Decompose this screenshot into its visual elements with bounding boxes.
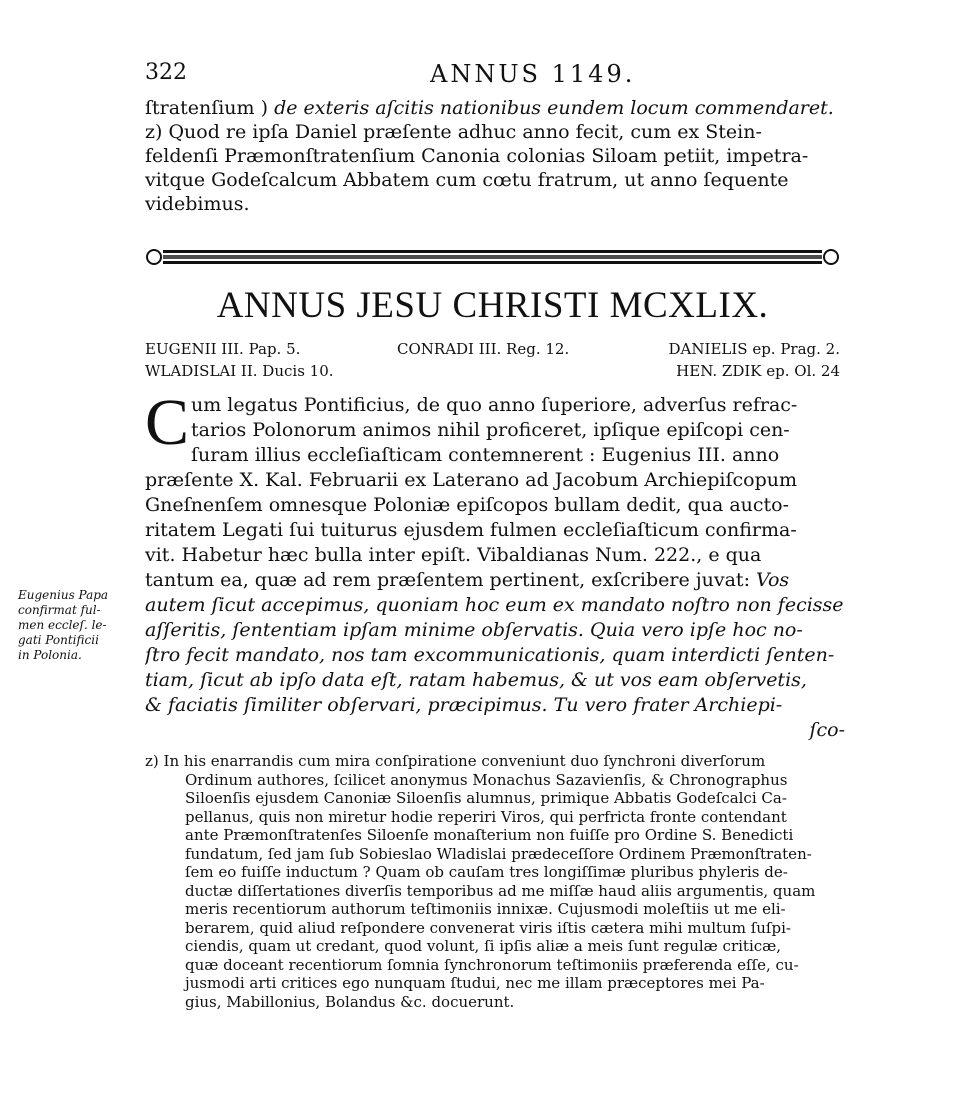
continued-text: [145, 96, 840, 216]
text-italic: & faciatis ſimiliter obſervari, præcipimus.: [145, 694, 548, 716]
running-head: [145, 60, 840, 92]
marginal-line: men eccleſ. le-: [18, 618, 107, 632]
footnote-line: meris recentiorum authorum teſtimoniis innixæ. Cujusmodi moleſtiis ut me eli-: [185, 900, 786, 918]
text-line: præſente X. Kal. Februarii ex Laterano ad Jacobum Archiepiſcopum: [145, 469, 798, 491]
text-line: tiam, ſicut ab ipſo data eſt, ratam habemus, & ut vos eam obſervetis,: [145, 669, 807, 691]
marginal-line: confirmat ful-: [18, 603, 101, 617]
footnote-line: quæ doceant recentiorum ſomnia ſynchronorum teſtimoniis præferenda eſſe, cu-: [185, 955, 799, 974]
footnote-line: ſem eo fuiſſe inductum ? Quam ob cauſam tres longiſſimæ pluribus phyleris de-: [185, 863, 788, 881]
regnal-wladislaus: WLADISLAI II. Ducis 10.: [145, 362, 334, 380]
year-heading: ANNUS JESU CHRISTI MCXLIX.: [216, 285, 769, 326]
marginal-note: [18, 588, 146, 663]
text-line: vitque Godeſcalcum Abbatem cum cœtu fratrum, ut anno ſequente: [145, 169, 789, 191]
marginal-line: gati Pontificii: [18, 633, 99, 647]
drop-cap-letter: C: [145, 386, 190, 459]
text-line: autem ſicut accepimus, quoniam hoc eum ex mandato noſtro non fecisse: [145, 594, 844, 616]
footnote-line: jusmodi arti critices ego nunquam ſtudui, nec me illam præceptores mei Pa-: [185, 974, 765, 992]
text-line: vit. Habetur hæc bulla inter epiſt. Vibaldianas Num. 222., e qua: [145, 544, 762, 566]
drop-cap: [145, 386, 190, 459]
footnote-line: ante Præmonſtratenſes Siloenſe monaſterium non fuiſſe pro Ordine S. Benedicti: [185, 826, 794, 844]
marginal-line: in Polonia.: [18, 648, 82, 662]
footnote-line: Ordinum authores, ſcilicet anonymus Monachus Sazavienſis, & Chronographus: [185, 770, 788, 789]
text-line: videbimus.: [145, 193, 250, 215]
text-line: [145, 693, 845, 718]
text-line: um legatus Pontificius, de quo anno ſuperiore, adverſus refrac-: [191, 394, 798, 416]
text-roman: tantum ea, quæ ad rem præſentem pertinent, exſcribere juvat:: [145, 569, 757, 591]
text-italic: Tu vero frater Archiepi-: [547, 694, 783, 716]
regnal-eugenius: EUGENII III. Pap. 5.: [145, 340, 301, 358]
text-line: Gneſnenſem omnesque Poloniæ epiſcopos bullam dedit, qua auctо-: [145, 494, 790, 516]
catchword: ſco-: [809, 719, 845, 741]
text-italic: Vos: [756, 569, 790, 591]
footnote-line: ciendis, quam ut credant, quod volunt, ſi ipſis aliæ a meis ſunt regulæ criticæ,: [185, 937, 782, 955]
regnal-conradus: CONRADI III. Reg. 12.: [397, 340, 570, 358]
running-title: ANNUS 1149.: [430, 60, 636, 88]
footnote-line: fundatum, ſed jam ſub Sobieslao Wladislai prædeceſſore Ordinem Præmonſtraten-: [185, 844, 812, 863]
footnote: [145, 752, 845, 1011]
footnote-line: gius, Mabillonius, Bolandus &c. docuerunt.: [185, 992, 515, 1011]
text-italic: de exteris aſcitis nationibus eundem locum commendaret.: [274, 97, 834, 119]
text-line: ſtro fecit mandato, nos tam excommunicationis, quam interdicti ſenten-: [145, 644, 835, 666]
page-number: 322: [145, 60, 187, 85]
footnote-line: z) In his enarrandis cum mira conſpiratione conveniunt duo ſynchroni diverſorum: [145, 752, 766, 770]
text-line: ſuram illius eccleſiaſticam contemnerent : Eugenius III. anno: [191, 444, 780, 466]
ornamental-rule: [145, 247, 840, 267]
footnote-line: ductæ diſſertationes diverſis temporibus ad me miſſæ haud aliis argumentis, quam: [185, 881, 816, 900]
text-line: feldenſi Præmonſtratenſium Canonia colonias Siloam petiit, impetra-: [145, 145, 809, 167]
text-line: z) Quod re ipſa Daniel præſente adhuc anno fecit, cum ex Stein-: [145, 121, 762, 143]
footnote-line: Siloenſis ejusdem Canoniæ Siloenſis alumnus, primique Abbatis Godeſcalci Ca-: [185, 789, 787, 807]
text-line: ritatem Legati ſui tuiturus ejusdem fulmen eccleſiaſticum confirma-: [145, 519, 797, 541]
footnote-line: berarem, quid aliud reſpondere convenerat viris iſtis cætera mihi multum ſuſpi-: [185, 918, 791, 937]
footnote-line: pellanus, quis non miretur hodie reperiri Viros, qui perfricta fronte contendant: [185, 807, 787, 826]
text-line: aſſeritis, ſententiam ipſam minime obſervatis. Quia vero ipſe hoc no-: [145, 619, 803, 641]
text-line: [145, 96, 840, 120]
text-line: [145, 568, 845, 593]
main-text: [145, 386, 845, 743]
text-line: tarios Polonorum animos nihil proficeret, ipſique epiſcopi cen-: [191, 419, 790, 441]
regnal-daniel: DANIELIS ep. Prag. 2.: [668, 340, 840, 358]
text-roman: ſtratenſium ): [145, 97, 275, 119]
marginal-line: Eugenius Papa: [18, 588, 109, 602]
regnal-henricus: HEN. ZDIK ep. Ol. 24: [676, 362, 840, 380]
